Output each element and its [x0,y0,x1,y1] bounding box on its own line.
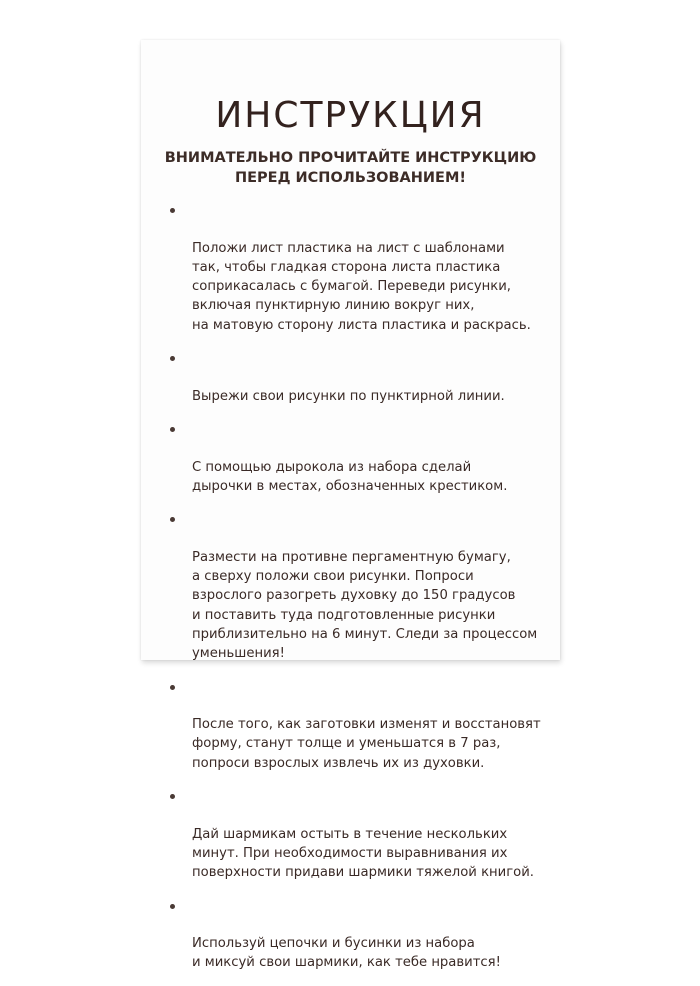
page-title: ИНСТРУКЦИЯ [215,95,486,136]
list-item [170,348,555,406]
list-item [170,677,555,773]
bullet-icon [170,904,175,909]
list-item-text: После того, как заготовки изменят и восстановят форму, станут толще и уменьшатся в 7 раз, попроси взрослых извлечь их из духовки. [192,717,541,771]
instruction-sheet [141,40,560,971]
list-item-text: С помощью дырокола из набора сделай дырочки в местах, обозначенных крестиком. [192,459,508,494]
list-item [170,786,555,882]
list-item-text: Положи лист пластика на лист с шаблонами так, чтобы гладкая сторона листа пластика соприкасалась с бумагой. Переведи рисунки, включая пунктирную линию вокруг них, на матовую сторону листа пластика и раскрась. [192,240,531,333]
subtitle-warning: ВНИМАТЕЛЬНО ПРОЧИТАЙТЕ ИНСТРУКЦИЮ ПЕРЕД ИСПОЛЬЗОВАНИЕМ! [164,150,537,186]
list-item [170,200,555,335]
bullet-icon [170,685,175,690]
list-item-text: Используй цепочки и бусинки из набора и миксуй свои шармики, как тебе нравится! [192,936,501,971]
list-item [170,509,555,663]
list-item-text: Размести на противне пергаментную бумагу, а сверху положи свои рисунки. Попроси взрослого разогреть духовку до 150 градусов и поставить туда подготовленные рисунки приблизительно на 6 минут. Следи за процессом уменьшения! [192,549,538,662]
bullet-icon [170,356,175,361]
list-item [170,896,555,973]
bullet-icon [170,208,175,213]
list-item-text: Вырежи свои рисунки по пунктирной линии. [192,388,505,404]
bullet-icon [170,517,175,522]
bullet-icon [170,794,175,799]
list-item-text: Дай шармикам остыть в течение нескольких минут. При необходимости выравнивания их поверхности придави шармики тяжелой книгой. [192,826,534,881]
instruction-list [170,200,555,986]
bullet-icon [170,427,175,432]
list-item [170,419,555,496]
